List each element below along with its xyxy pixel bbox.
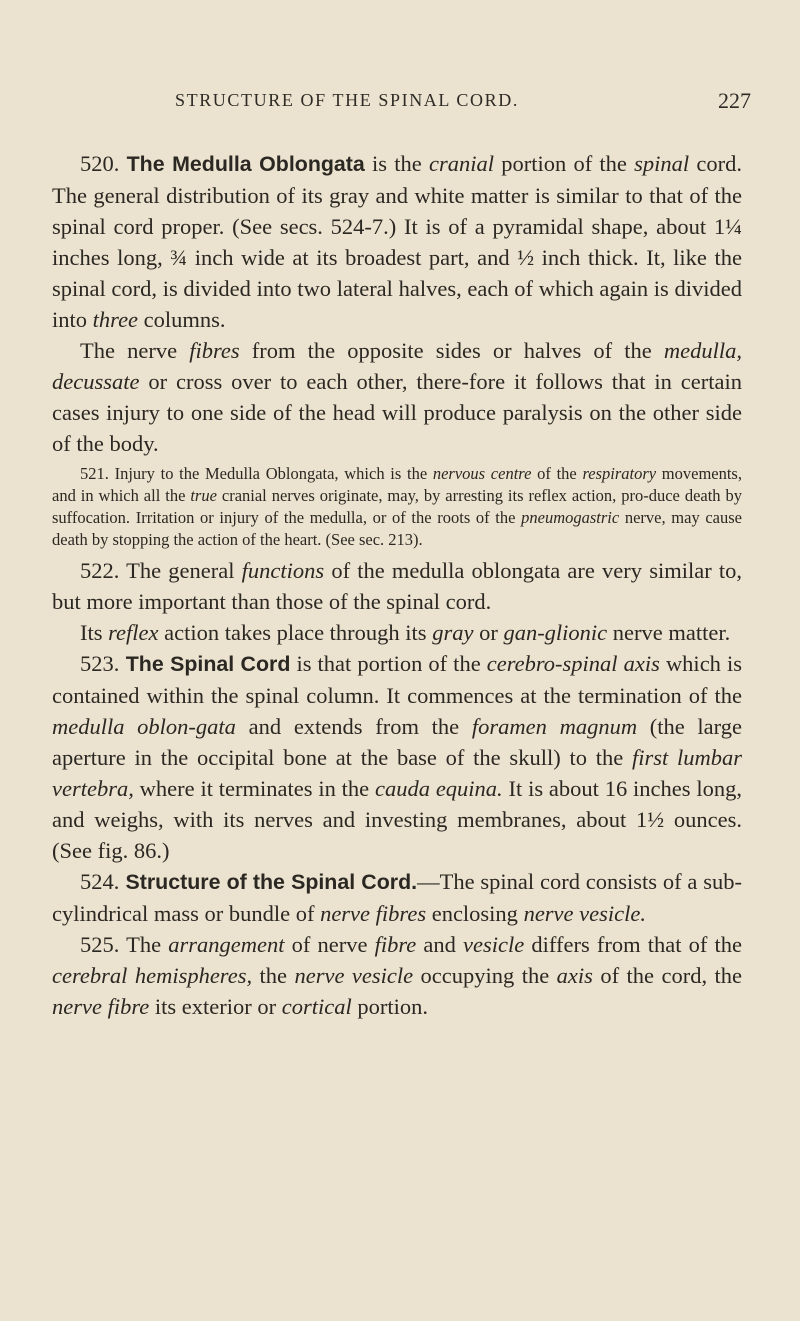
heading-structure-spinal-cord: Structure of the Spinal Cord. xyxy=(119,870,418,894)
running-head-title: STRUCTURE OF THE SPINAL CORD. xyxy=(175,90,519,110)
heading-medulla-oblongata: The Medulla Oblongata xyxy=(126,152,365,176)
paragraph-522-continued: Its reflex action takes place through its gray or gan-glionic nerve matter. xyxy=(80,620,731,645)
paragraph-520: 520. The Medulla Oblongata is the cranial portion of the spinal cord. The general distribution of its gray and white matter is similar to that of the spinal cord proper. (See secs. 524-7.) It is of a pyramidal shape, about 1¼ inches long, ¾ inch wide at its broadest part, and ½ inch thick. It, like the spinal cord, is divided into two lateral halves, each of which again is divided into three columns. xyxy=(52,151,743,332)
paragraph-521: 521. Injury to the Medulla Oblongata, which is the nervous centre of the respiratory movements, and in which all the true cranial nerves originate, may, by arresting its reflex action, pro-duce death by suffocation. Irritation or injury of the medulla, or of the roots of the pneumogastric nerve, may cause death by stopping the action of the heart. (See sec. 213). xyxy=(52,464,742,549)
running-head xyxy=(0,90,800,114)
paragraph-525: 525. The arrangement of nerve fibre and vesicle differs from that of the cerebral hemispheres, the nerve vesicle occupying the axis of the cord, the nerve fibre its exterior or cortical portion. xyxy=(52,932,743,1019)
paragraph-523: 523. The Spinal Cord is that portion of the cerebro-spinal axis which is contained within the spinal column. It commences at the termination of the medulla oblon-gata and extends from the foramen magnum (the large aperture in the occipital bone at the base of the skull) to the first lumbar vertebra, where it terminates in the cauda equina. It is about 16 inches long, and weighs, with its nerves and investing membranes, about 1½ ounces. (See fig. 86.) xyxy=(52,651,743,863)
paragraph-520-continued: The nerve fibres from the opposite sides or halves of the medulla, decussate or cross over to each other, there-fore it follows that in certain cases injury to one side of the head will produce paralysis on the other side of the body. xyxy=(52,338,742,456)
heading-spinal-cord: The Spinal Cord xyxy=(119,652,291,676)
page-body xyxy=(52,148,742,1022)
paragraph-524: 524. Structure of the Spinal Cord.—The spinal cord consists of a sub-cylindrical mass or bundle of nerve fibres enclosing nerve vesicle. xyxy=(52,869,742,926)
page-number: 227 xyxy=(718,88,751,113)
paragraph-522: 522. The general functions of the medulla oblongata are very similar to, but more important than those of the spinal cord. xyxy=(52,558,742,614)
